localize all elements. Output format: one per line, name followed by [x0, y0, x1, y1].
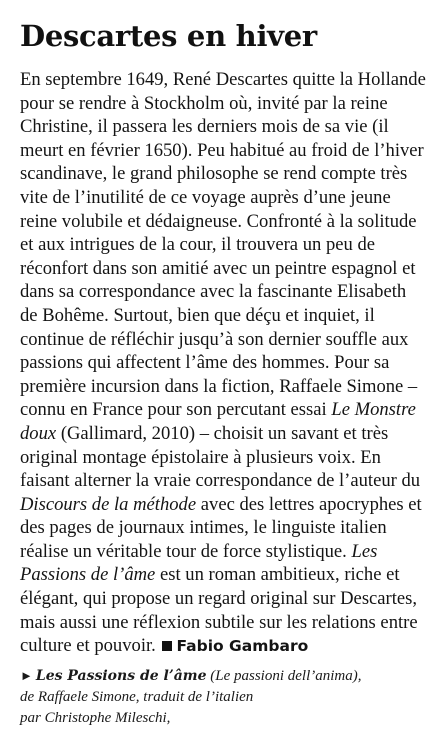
- body-text-4: est un roman ambitieux, riche et élégant, qui propose un regard original sur Descartes, mais aussi une réflexion subtile sur les relations entre culture et pouvoir.: [20, 564, 418, 657]
- credits-line-1: [20, 665, 428, 687]
- triangle-arrow-icon: ►: [20, 667, 33, 683]
- end-square-icon: [162, 641, 172, 651]
- article-paragraph: [20, 68, 428, 659]
- book-title-discours: Discours de la méthode: [20, 493, 197, 515]
- article-title: Descartes en hiver: [20, 19, 317, 53]
- author-name: Fabio Gambaro: [176, 637, 309, 656]
- credits-line-3: par Christophe Mileschi,: [20, 709, 171, 726]
- body-text-3: avec des lettres apocryphes et des pages de journaux intimes, le linguiste italien réalise un véritable tour de force stylistique.: [20, 493, 422, 562]
- credits-line-2: de Raffaele Simone, traduit de l’italien: [20, 688, 254, 705]
- credits-original-title: (Le passioni dell’anima),: [210, 667, 362, 684]
- book-credits: [20, 665, 428, 729]
- credits-book-title: Les Passions de l’âme: [35, 667, 207, 684]
- body-text-1: En septembre 1649, René Descartes quitte la Hollande pour se rendre à Stockholm où, invité par la reine Christine, il passera les derniers mois de sa vie (il meurt en février 1650). Peu habitué au froid de l’hiver scandinave, le grand philosophe se rend compte très vite de l’inutilité de ce voyage auprès d’une jeune reine volubile et dédaigneuse. Confronté à la solitude et aux intrigues de la cour, il trouvera un peu de réconfort dans son amitié avec un peintre espagnol et dans sa correspondance avec la fascinante Elisabeth de Bohême. Surtout, bien que déçu et inquiet, il continue de réfléchir jusqu’à son dernier souffle aux passions qui affectent l’âme des hommes. Pour sa première incursion dans la fiction, Raffaele Simone – connu en France pour son percutant essai: [20, 69, 426, 421]
- body-text-2: (Gallimard, 2010) – choisit un savant et très original montage épistolaire à plusieurs voix. En faisant alterner la vraie correspondance de l’auteur du: [20, 422, 421, 492]
- article-body: [20, 68, 428, 659]
- book-title-passions: Les Passions de l’âme: [20, 540, 378, 586]
- book-title-monstre-doux: Le Monstre doux: [20, 399, 416, 444]
- article: [20, 18, 428, 729]
